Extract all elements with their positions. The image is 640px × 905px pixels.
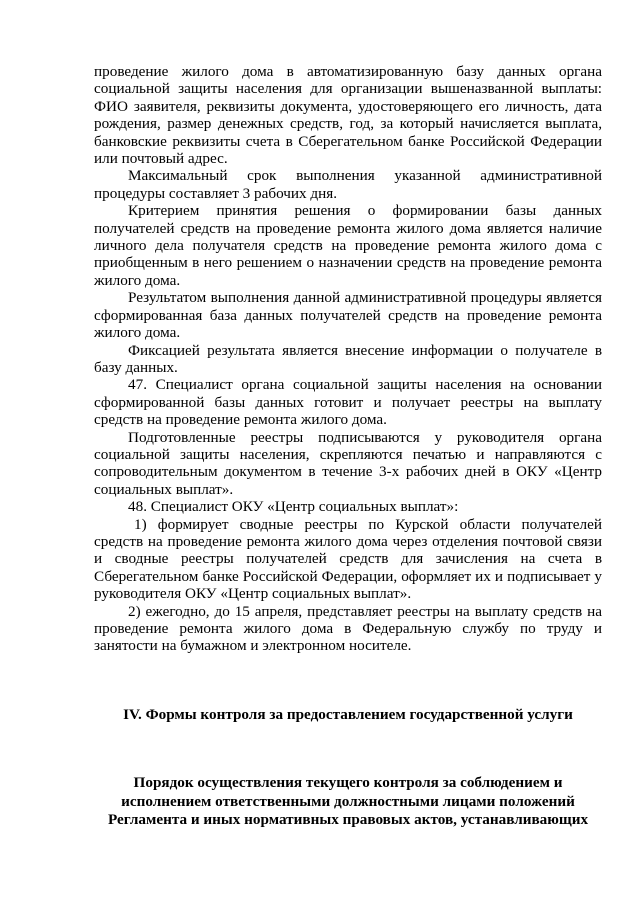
sub-heading-line-2: исполнением ответственными должностными лицами положений — [121, 792, 575, 810]
paragraph-item-48-2: 2) ежегодно, до 15 апреля, представляет реестры на выплату средств на проведение ремонта жилого дома в Федеральную службу по труду и занятости на бумажном и электронном носителе. — [94, 602, 602, 655]
paragraph-database-fields: проведение жилого дома в автоматизированную базу данных органа социальной защиты населения для организации вышеназванной выплаты: ФИО заявителя, реквизиты документа, удостоверяющего его личность, дата рождения, размер денежных средств, год, за который начисляется выплата, банковские реквизиты счета в Сберегательном банке Российской Федерации или почтовый адрес. — [94, 63, 602, 168]
paragraph-item-48: 48. Специалист ОКУ «Центр социальных выплат»: — [128, 498, 459, 516]
paragraph-decision-criterion: Критерием принятия решения о формировании базы данных получателей средств на проведение ремонта жилого дома является наличие личного дела получателя средств на проведение ремонта жилого дома с приобщенным в него решением о назначении средств на проведение ремонта жилого дома. — [94, 202, 602, 289]
paragraph-registers-signing: Подготовленные реестры подписываются у руководителя органа социальной защиты населения, скрепляются печатью и направляются с сопроводительным документом в течение 3-х рабочих дней в ОКУ «Центр социальных выплат». — [94, 428, 602, 498]
paragraph-item-48-1: 1) формирует сводные реестры по Курской области получателей средств на проведение ремонта жилого дома через отделения почтовой связи и сводные реестры получателей средств для зачисления на счета в Сберегательном банке Российской Федерации, оформляет их и подписывает у руководителя ОКУ «Центр социальных выплат». — [94, 515, 602, 603]
paragraph-item-47: 47. Специалист органа социальной защиты населения на основании сформированной базы данных готовит и получает реестры на выплату средств на проведение ремонта жилого дома. — [94, 376, 602, 429]
section-heading: IV. Формы контроля за предоставлением государственной услуги — [123, 706, 573, 723]
document-body — [94, 63, 602, 655]
sub-heading-line-3: Регламента и иных нормативных правовых актов, устанавливающих — [107, 811, 589, 828]
sub-heading-line-1: Порядок осуществления текущего контроля за соблюдением и — [133, 774, 563, 791]
paragraph-procedure-result: Результатом выполнения данной административной процедуры является сформированная база данных получателей средств на проведение ремонта жилого дома. — [94, 289, 602, 342]
paragraph-max-duration: Максимальный срок выполнения указанной административной процедуры составляет 3 рабочих дня. — [94, 167, 602, 202]
paragraph-result-fixation: Фиксацией результата является внесение информации о получателе в базу данных. — [94, 341, 602, 376]
sub-heading — [94, 774, 602, 830]
